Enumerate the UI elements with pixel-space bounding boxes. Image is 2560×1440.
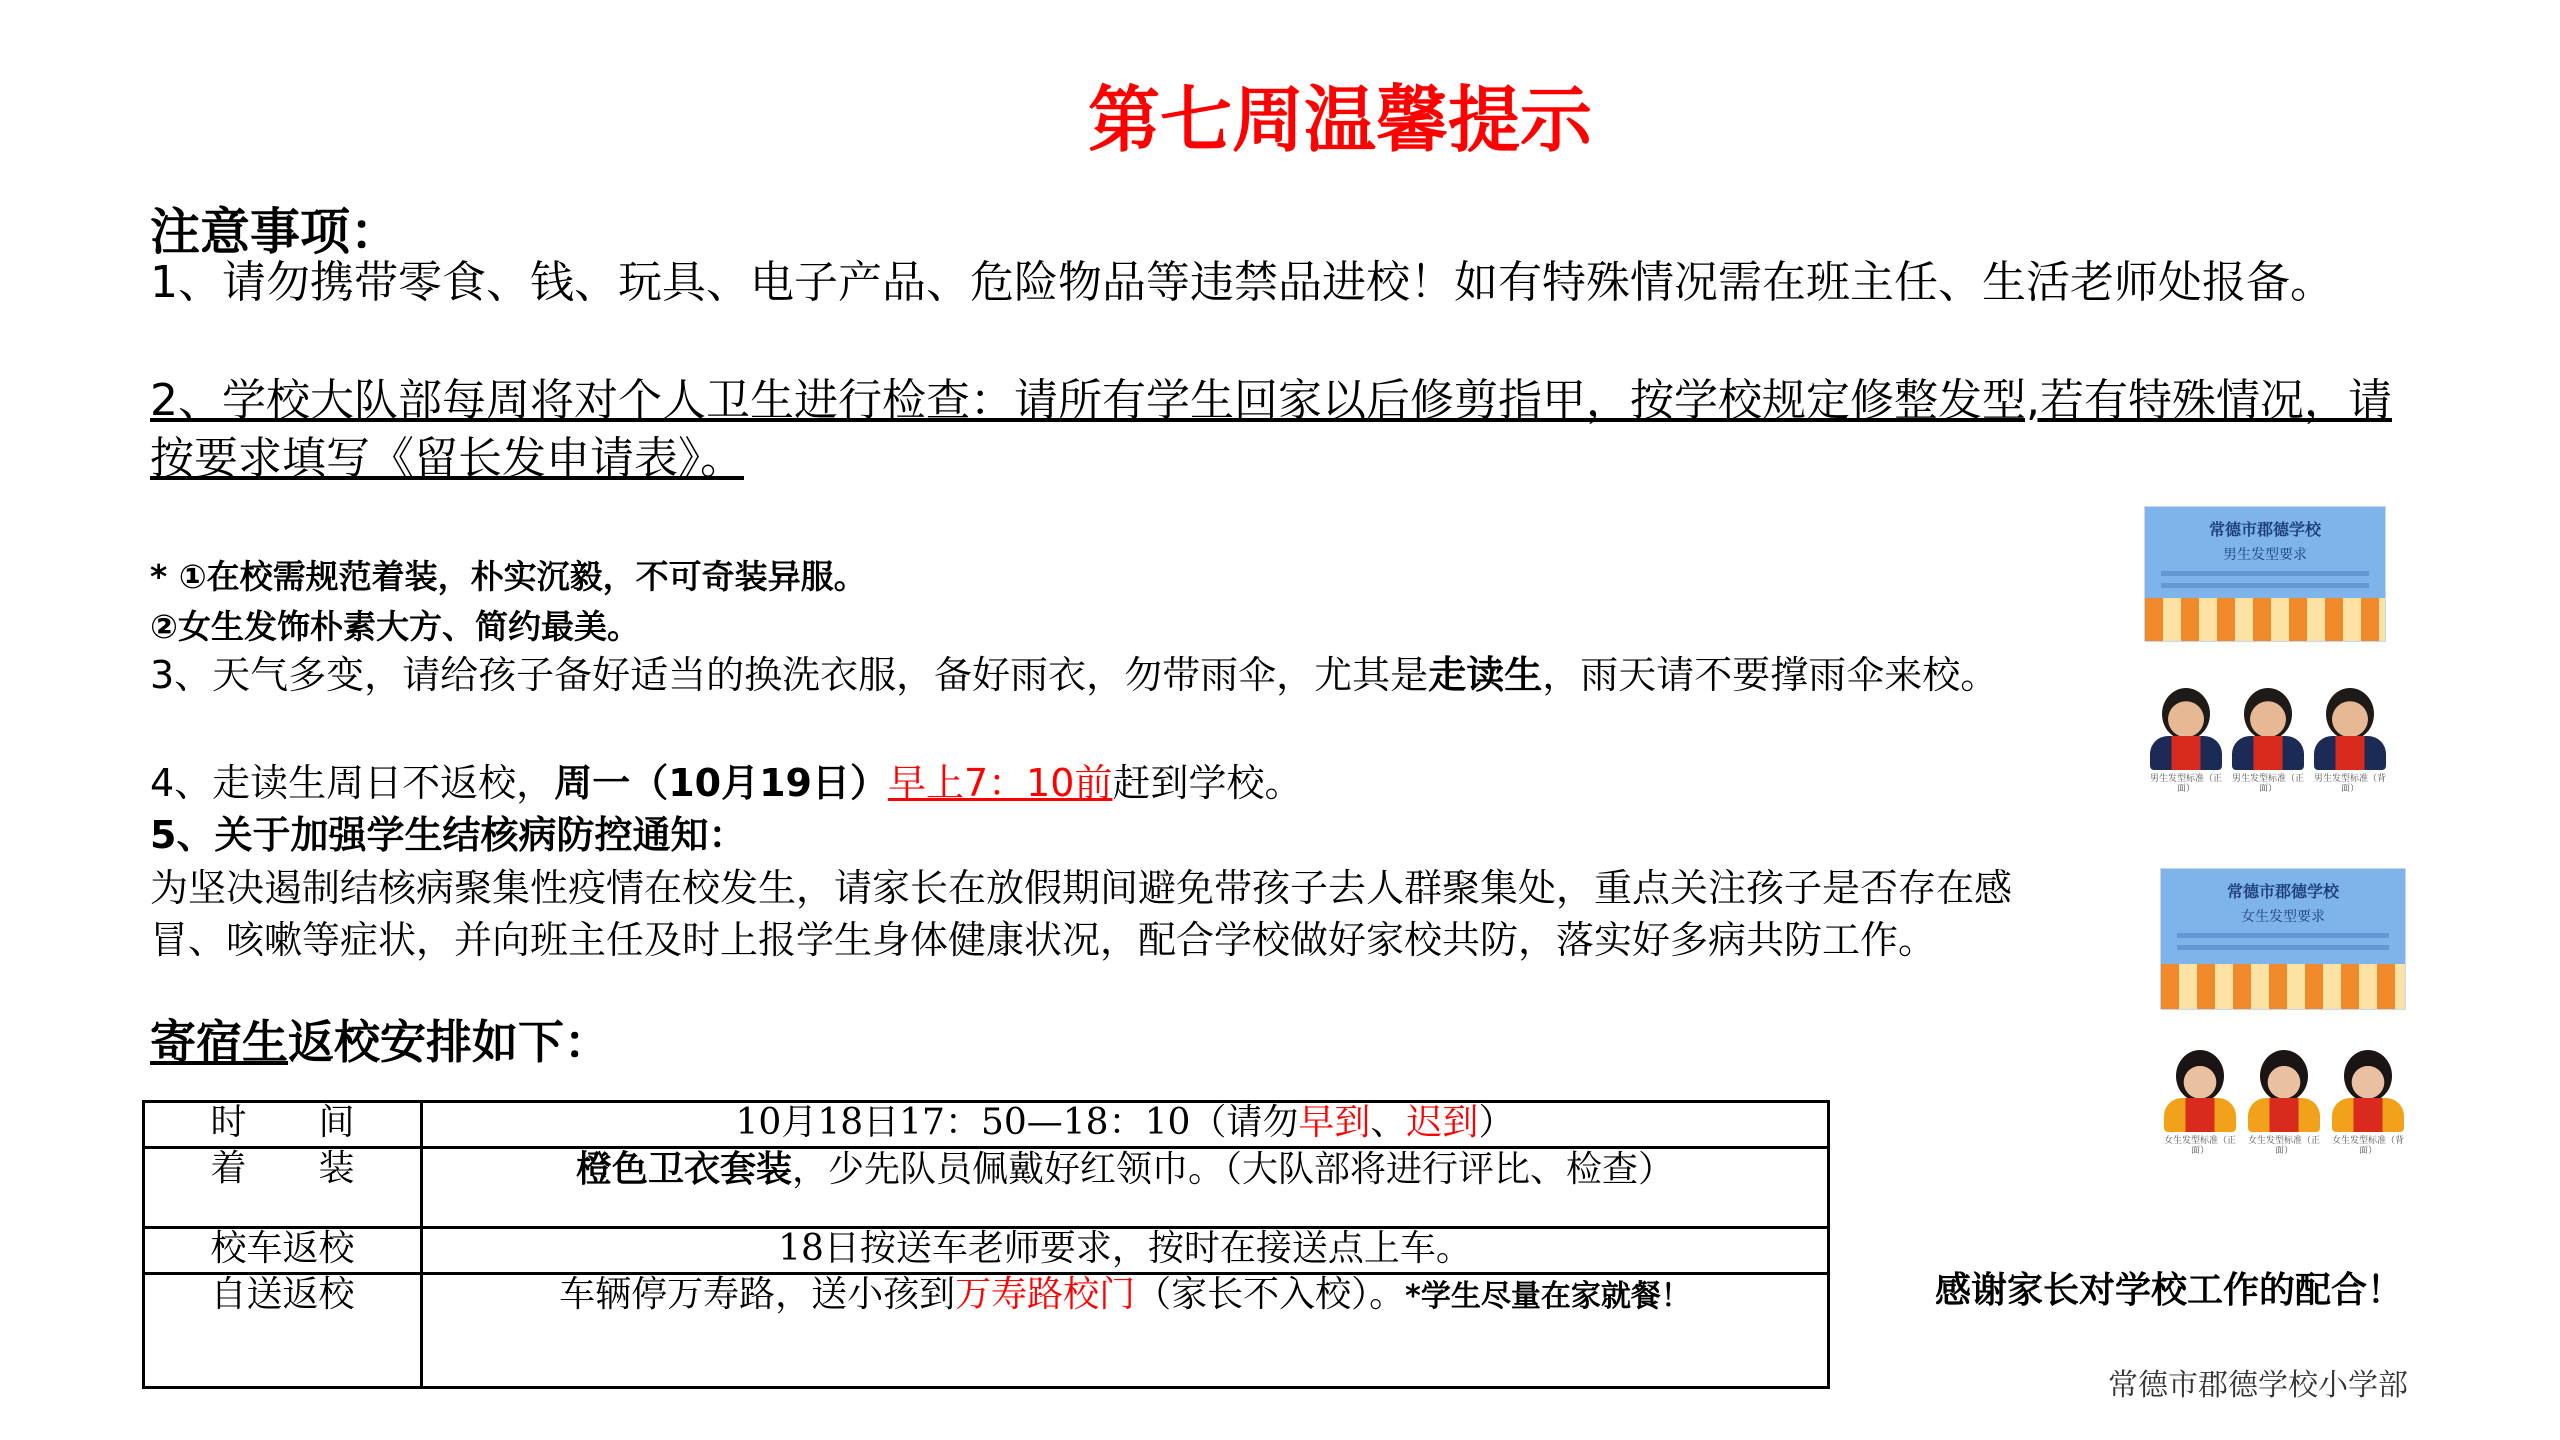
- girl-photo-front-2: [2248, 1050, 2321, 1156]
- table-row: [144, 1274, 1829, 1388]
- dress-uniform: 橙色卫衣套装: [575, 1148, 792, 1190]
- boarding-heading-underlined: 寄宿生: [150, 1015, 288, 1069]
- dress-note-2: ②女生发饰朴素大方、简约最美。: [150, 607, 640, 646]
- notice-item-2: 2、学校大队部每周将对个人卫生进行检查：请所有学生回家以后修剪指甲，按学校规定修整发型,若有特殊情况，请按要求填写《留长发申请表》。: [150, 375, 2392, 484]
- return-schedule-table: [142, 1100, 1830, 1389]
- dress-note-1: * ①在校需规范着装，朴实沉毅，不可奇装异服。: [150, 557, 867, 596]
- photo-caption: 女生发型标准（正面）: [2248, 1136, 2321, 1156]
- notice-item-4-date: 周一（10月19日）: [554, 761, 888, 805]
- poster-subtitle: 女生发型要求: [2241, 909, 2325, 925]
- notice-item-4-tail: 赶到学校。: [1112, 761, 1303, 805]
- time-late: 迟到: [1406, 1102, 1479, 1143]
- boys-hairstyle-poster: [2144, 506, 2386, 642]
- poster-decorative-band: [2145, 598, 2385, 641]
- girls-hairstyle-photos: [2164, 1050, 2404, 1160]
- boarding-heading-rest: 返校安排如下：: [288, 1015, 610, 1069]
- self-meal-note: *学生尽量在家就餐！: [1405, 1279, 1691, 1314]
- poster-text-lines: [2177, 933, 2389, 950]
- notice-heading: 注意事项：: [150, 203, 400, 261]
- self-gate: 万寿路校门: [955, 1274, 1136, 1315]
- photo-caption: 男生发型标准（正面）: [2232, 774, 2305, 794]
- notice-item-1: 1、请勿携带零食、钱、玩具、电子产品、危险物品等违禁品进校！如有特殊情况需在班主任、生活老师处报备。: [150, 257, 2334, 308]
- notice-item-5-body: 为坚决遏制结核病聚集性疫情在校发生，请家长在放假期间避免带孩子去人群聚集处，重点关注孩子是否存在感冒、咳嗽等症状，并向班主任及时上报学生身体健康状况，配合学校做好家校共防，落实好多病共防工作。: [150, 866, 2013, 962]
- photo-caption: 男生发型标准（正面）: [2150, 774, 2223, 794]
- dress-detail: ，少先队员佩戴好红领巾。（大队部将进行评比、检查）: [792, 1149, 1675, 1190]
- notice-item-3-text: 3、天气多变，请给孩子备好适当的换洗衣服，备好雨衣，勿带雨伞，尤其是: [150, 653, 1429, 697]
- table-label-bus: 校车返校: [144, 1228, 422, 1274]
- poster-subtitle: 男生发型要求: [2223, 547, 2307, 563]
- notice-item-3-highlight: 走读生: [1428, 653, 1543, 697]
- poster-text-lines: [2161, 571, 2369, 588]
- poster-decorative-band: [2161, 964, 2405, 1009]
- table-row: [144, 1148, 1829, 1228]
- table-row: [144, 1228, 1829, 1274]
- girls-hairstyle-poster: [2160, 868, 2406, 1010]
- boy-photo-front: [2150, 688, 2223, 794]
- time-text: 10月18日17：50—18：10（请勿: [735, 1102, 1299, 1143]
- girl-photo-back: [2332, 1050, 2405, 1156]
- table-label-time: 时 间: [144, 1102, 422, 1148]
- photo-caption: 女生发型标准（背面）: [2332, 1136, 2405, 1156]
- table-value-bus: 18日按送车老师要求，按时在接送点上车。: [422, 1228, 1829, 1274]
- signature: 常德市郡德学校小学部: [2108, 1368, 2408, 1403]
- girl-photo-front: [2164, 1050, 2237, 1156]
- poster-school-name: 常德市郡德学校: [2226, 882, 2339, 901]
- table-label-dress: 着 装: [144, 1148, 422, 1228]
- table-row: [144, 1102, 1829, 1148]
- notice-item-4-text: 4、走读生周日不返校，: [150, 761, 555, 805]
- notice-item-3: [150, 648, 2050, 702]
- time-separator: 、: [1370, 1102, 1407, 1143]
- self-text: 车辆停万寿路，送小孩到: [559, 1274, 956, 1315]
- notice-item-5-title: 5、关于加强学生结核病防控通知：: [150, 813, 747, 857]
- page-title: 第七周温馨提示: [1087, 78, 1592, 162]
- table-value-dress: [422, 1148, 1829, 1228]
- time-early: 早到: [1298, 1102, 1371, 1143]
- time-end: ）: [1478, 1102, 1515, 1143]
- notice-item-3-tail: ，雨天请不要撑雨伞来校。: [1542, 653, 1999, 697]
- table-value-time: [422, 1102, 1829, 1148]
- notice-item-4: [150, 756, 1303, 810]
- dress-code-notes: [150, 552, 867, 652]
- boarding-heading: [150, 1012, 610, 1072]
- table-value-self: [422, 1274, 1829, 1388]
- poster-school-name: 常德市郡德学校: [2208, 520, 2321, 539]
- boy-photo-front-2: [2232, 688, 2305, 794]
- table-label-self: 自送返校: [144, 1274, 422, 1388]
- thanks-note: 感谢家长对学校工作的配合！: [1935, 1270, 2404, 1311]
- photo-caption: 男生发型标准（背面）: [2314, 774, 2387, 794]
- boys-hairstyle-photos: [2150, 688, 2390, 798]
- self-note: （家长不入校）。: [1135, 1274, 1406, 1315]
- notice-item-4-time: 早上7：10前: [887, 761, 1113, 805]
- photo-caption: 女生发型标准（正面）: [2164, 1136, 2237, 1156]
- boy-photo-back: [2314, 688, 2387, 794]
